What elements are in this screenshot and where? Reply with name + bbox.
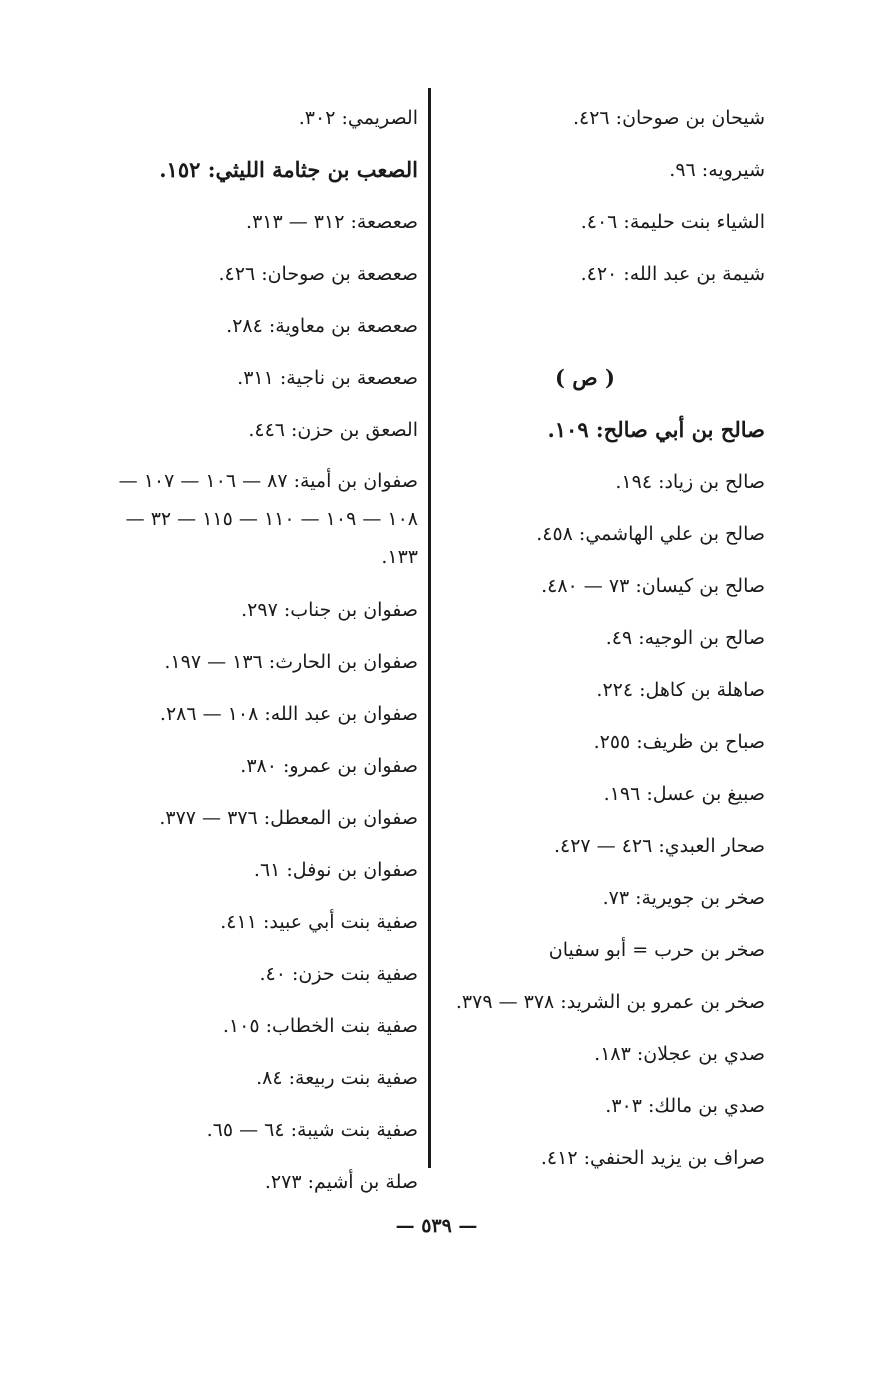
index-entry: صفية بنت أبي عبيد: ٤١١.	[220, 911, 418, 933]
index-entry: صفوان بن الحارث: ١٣٦ — ١٩٧.	[164, 651, 418, 673]
index-entry: صدي بن عجلان: ١٨٣.	[594, 1043, 765, 1065]
index-entry: صالح بن كيسان: ٧٣ — ٤٨٠.	[541, 575, 765, 597]
index-entry: شيمة بن عبد الله: ٤٢٠.	[580, 263, 765, 285]
section-spacer	[435, 300, 765, 352]
index-entry: صحار العبدي: ٤٢٦ — ٤٢٧.	[553, 835, 765, 857]
index-entry: صالح بن أبي صالح: ١٠٩.	[547, 417, 765, 442]
index-entry: الصعق بن حزن: ٤٤٦.	[248, 419, 418, 441]
index-entry: صالح بن زياد: ١٩٤.	[615, 471, 765, 493]
index-entry: الصعب بن جثامة الليثي: ١٥٢.	[159, 157, 418, 182]
index-entry: صاهلة بن كاهل: ٢٢٤.	[596, 679, 765, 701]
index-entry: صالح بن علي الهاشمي: ٤٥٨.	[536, 523, 765, 545]
column-divider	[428, 88, 431, 1168]
index-entry: صبيغ بن عسل: ١٩٦.	[603, 783, 765, 805]
index-entry: صلة بن أشيم: ٢٧٣.	[264, 1171, 418, 1193]
index-entry: صالح بن الوجيه: ٤٩.	[605, 627, 765, 649]
index-entry: صفوان بن عبد الله: ١٠٨ — ٢٨٦.	[159, 703, 418, 725]
index-entry: شيحان بن صوحان: ٤٢٦.	[572, 107, 765, 129]
index-entry: صعصعة بن صوحان: ٤٢٦.	[218, 263, 418, 285]
index-entry: صباح بن ظريف: ٢٥٥.	[593, 731, 765, 753]
index-entry: صراف بن يزيد الحنفي: ٤١٢.	[540, 1147, 765, 1169]
index-entry: الصريمي: ٣٠٢.	[298, 107, 418, 129]
index-entry: صدي بن مالك: ٣٠٣.	[605, 1095, 765, 1117]
index-entry: الشياء بنت حليمة: ٤٠٦.	[580, 211, 765, 233]
right-column	[435, 92, 765, 1184]
index-entry: صعصعة بن معاوية: ٢٨٤.	[226, 315, 418, 337]
index-entry: صفوان بن المعطل: ٣٧٦ — ٣٧٧.	[159, 807, 418, 829]
page-number: — ٥٣٩ —	[395, 1215, 478, 1237]
index-entry: صخر بن عمرو بن الشريد: ٣٧٨ — ٣٧٩.	[455, 991, 765, 1013]
index-entry: صعصعة بن ناجية: ٣١١.	[237, 367, 418, 389]
section-heading: ( ص )	[555, 365, 615, 390]
left-column	[98, 92, 418, 1208]
index-entry: صفوان بن أمية: ٨٧ — ١٠٦ — ١٠٧ — ١٠٨ — ١٠٩ — ١١٠ — ١١٥ — ٣٢ — ١٣٣.	[118, 470, 418, 568]
index-entry: صفية بنت شيبة: ٦٤ — ٦٥.	[206, 1119, 418, 1141]
index-entry: صعصعة: ٣١٢ — ٣١٣.	[246, 211, 418, 233]
index-entry: صخر بن جويرية: ٧٣.	[602, 887, 765, 909]
index-entry: صفية بنت الخطاب: ١٠٥.	[222, 1015, 418, 1037]
index-entry: شيرويه: ٩٦.	[669, 159, 765, 181]
index-entry: صفوان بن عمرو: ٣٨٠.	[240, 755, 418, 777]
index-entry: صخر بن حرب = أبو سفيان	[548, 939, 765, 961]
index-entry: صفية بنت ربيعة: ٨٤.	[256, 1067, 418, 1089]
index-entry: صفية بنت حزن: ٤٠.	[259, 963, 418, 985]
index-entry: صفوان بن جناب: ٢٩٧.	[241, 599, 418, 621]
index-entry: صفوان بن نوفل: ٦١.	[253, 859, 418, 881]
